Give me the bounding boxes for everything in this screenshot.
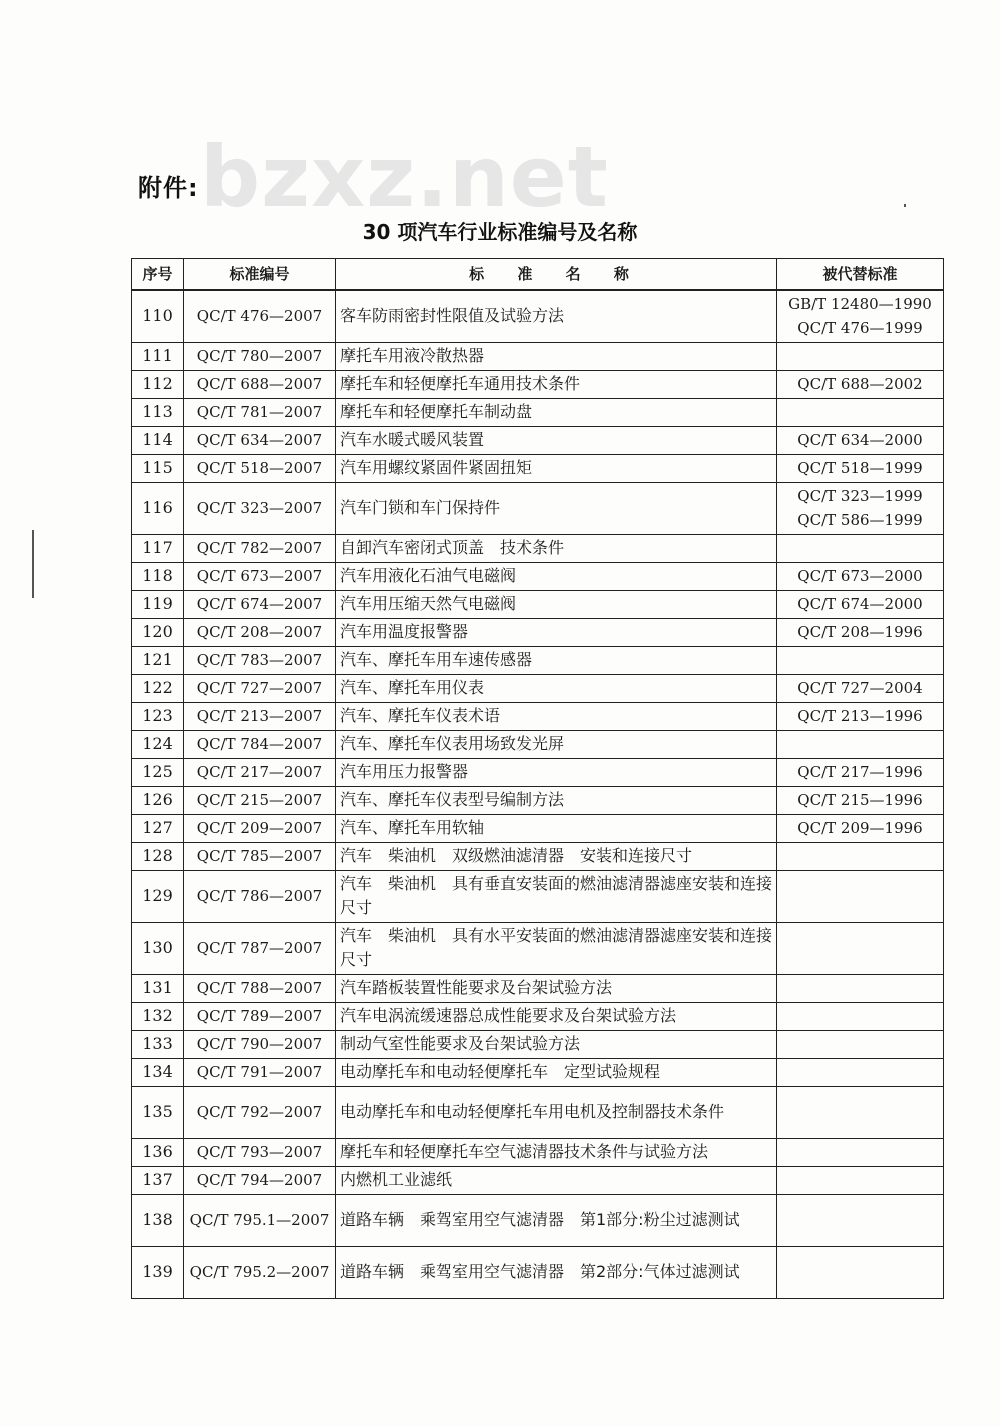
standard-name: 汽车用液化石油气电磁阀 [336, 562, 777, 590]
standard-name: 汽车用温度报警器 [336, 618, 777, 646]
standard-name: 摩托车用液冷散热器 [336, 342, 777, 370]
replaced-standard [777, 618, 944, 646]
row-number: 133 [132, 1030, 184, 1058]
standard-code: QC/T 209—2007 [184, 814, 336, 842]
header-code: 标准编号 [184, 259, 336, 291]
row-number: 126 [132, 786, 184, 814]
header-name: 标 准 名 称 [336, 259, 777, 291]
standard-code: QC/T 674—2007 [184, 590, 336, 618]
row-number: 117 [132, 534, 184, 562]
row-number: 132 [132, 1002, 184, 1030]
standard-name: 汽车水暖式暖风装置 [336, 426, 777, 454]
standard-code: QC/T 793—2007 [184, 1138, 336, 1166]
replaced-standard [777, 646, 944, 674]
replaced-standard-code: QC/T 673—2000 [797, 567, 923, 585]
standard-code: QC/T 788—2007 [184, 974, 336, 1002]
row-number: 112 [132, 370, 184, 398]
table-row [132, 1246, 944, 1298]
standard-code: QC/T 790—2007 [184, 1030, 336, 1058]
row-number: 120 [132, 618, 184, 646]
row-number: 139 [132, 1246, 184, 1298]
standard-code: QC/T 792—2007 [184, 1086, 336, 1138]
table-row [132, 398, 944, 426]
row-number: 134 [132, 1058, 184, 1086]
replaced-standard-code: QC/T 209—1996 [797, 819, 923, 837]
table-row [132, 562, 944, 590]
row-number: 119 [132, 590, 184, 618]
replaced-standard [777, 342, 944, 370]
standard-name: 汽车用压力报警器 [336, 758, 777, 786]
standard-code: QC/T 795.2—2007 [184, 1246, 336, 1298]
table-row [132, 342, 944, 370]
table-row [132, 674, 944, 702]
replaced-standard [777, 534, 944, 562]
row-number: 137 [132, 1166, 184, 1194]
standard-code: QC/T 784—2007 [184, 730, 336, 758]
standard-code: QC/T 323—2007 [184, 482, 336, 534]
table-row [132, 730, 944, 758]
standard-code: QC/T 634—2007 [184, 426, 336, 454]
table-row [132, 758, 944, 786]
table-body [132, 290, 944, 1298]
table-row [132, 370, 944, 398]
replaced-standard [777, 842, 944, 870]
standard-code: QC/T 789—2007 [184, 1002, 336, 1030]
replaced-standard-code: QC/T 476—1999 [797, 319, 923, 338]
replaced-standard [777, 1138, 944, 1166]
table-row [132, 974, 944, 1002]
standard-name: 摩托车和轻便摩托车通用技术条件 [336, 370, 777, 398]
standard-name: 汽车电涡流缓速器总成性能要求及台架试验方法 [336, 1002, 777, 1030]
watermark: bzxz.net [200, 128, 609, 226]
replaced-standard [777, 454, 944, 482]
standard-code: QC/T 213—2007 [184, 702, 336, 730]
standard-name: 自卸汽车密闭式顶盖 技术条件 [336, 534, 777, 562]
replaced-standard [777, 870, 944, 922]
standard-code: QC/T 791—2007 [184, 1058, 336, 1086]
table-row [132, 590, 944, 618]
standard-code: QC/T 673—2007 [184, 562, 336, 590]
standard-name: 摩托车和轻便摩托车空气滤清器技术条件与试验方法 [336, 1138, 777, 1166]
standard-name: 摩托车和轻便摩托车制动盘 [336, 398, 777, 426]
scan-dot [904, 204, 906, 207]
standard-name: 电动摩托车和电动轻便摩托车 定型试验规程 [336, 1058, 777, 1086]
standard-code: QC/T 786—2007 [184, 870, 336, 922]
standard-code: QC/T 215—2007 [184, 786, 336, 814]
replaced-standard [777, 786, 944, 814]
replaced-standard-code: QC/T 688—2002 [797, 375, 923, 393]
standard-name: 汽车、摩托车仪表型号编制方法 [336, 786, 777, 814]
standard-name: 道路车辆 乘驾室用空气滤清器 第2部分:气体过滤测试 [336, 1246, 777, 1298]
attachment-label: 附件: [138, 174, 199, 202]
replaced-standard [777, 702, 944, 730]
standard-code: QC/T 785—2007 [184, 842, 336, 870]
table-row [132, 1030, 944, 1058]
standard-name: 汽车踏板装置性能要求及台架试验方法 [336, 974, 777, 1002]
replaced-standard [777, 730, 944, 758]
header-no: 序号 [132, 259, 184, 291]
table-row [132, 454, 944, 482]
table-row [132, 870, 944, 922]
standard-name: 汽车用压缩天然气电磁阀 [336, 590, 777, 618]
replaced-standard [777, 426, 944, 454]
table-row [132, 426, 944, 454]
replaced-standard [777, 590, 944, 618]
table-row [132, 814, 944, 842]
standard-name: 汽车 柴油机 具有垂直安装面的燃油滤清器滤座安装和连接尺寸 [336, 870, 777, 922]
replaced-standard [777, 1058, 944, 1086]
standard-name: 汽车、摩托车用仪表 [336, 674, 777, 702]
replaced-standard-code: QC/T 323—1999 [797, 487, 923, 505]
row-number: 125 [132, 758, 184, 786]
header-replaced: 被代替标准 [777, 259, 944, 291]
standard-name: 制动气室性能要求及台架试验方法 [336, 1030, 777, 1058]
replaced-standard-code: QC/T 634—2000 [797, 431, 923, 449]
row-number: 111 [132, 342, 184, 370]
standard-code: QC/T 780—2007 [184, 342, 336, 370]
row-number: 127 [132, 814, 184, 842]
replaced-standard [777, 758, 944, 786]
standard-code: QC/T 217—2007 [184, 758, 336, 786]
row-number: 130 [132, 922, 184, 974]
row-number: 136 [132, 1138, 184, 1166]
row-number: 123 [132, 702, 184, 730]
table-row [132, 1086, 944, 1138]
table-header-row [132, 259, 944, 291]
replaced-standard-code: QC/T 727—2004 [797, 679, 923, 697]
row-number: 110 [132, 290, 184, 342]
table-row [132, 1166, 944, 1194]
standard-name: 汽车、摩托车仪表术语 [336, 702, 777, 730]
table-row [132, 702, 944, 730]
standard-code: QC/T 795.1—2007 [184, 1194, 336, 1246]
standard-code: QC/T 781—2007 [184, 398, 336, 426]
table-row [132, 646, 944, 674]
standards-table [131, 258, 944, 1299]
table-row [132, 534, 944, 562]
replaced-standard [777, 370, 944, 398]
standard-name: 汽车、摩托车仪表用场致发光屏 [336, 730, 777, 758]
standard-code: QC/T 782—2007 [184, 534, 336, 562]
standard-name: 客车防雨密封性限值及试验方法 [336, 290, 777, 342]
table-row [132, 290, 944, 342]
replaced-standard-code: QC/T 215—1996 [797, 791, 923, 809]
replaced-standard [777, 814, 944, 842]
table-row [132, 482, 944, 534]
table-row [132, 922, 944, 974]
row-number: 131 [132, 974, 184, 1002]
standard-name: 电动摩托车和电动轻便摩托车用电机及控制器技术条件 [336, 1086, 777, 1138]
replaced-standard-code: QC/T 208—1996 [797, 623, 923, 641]
table-row [132, 1058, 944, 1086]
row-number: 128 [132, 842, 184, 870]
row-number: 116 [132, 482, 184, 534]
replaced-standard [777, 974, 944, 1002]
standard-code: QC/T 794—2007 [184, 1166, 336, 1194]
row-number: 121 [132, 646, 184, 674]
table-row [132, 618, 944, 646]
replaced-standard [777, 1002, 944, 1030]
replaced-standard-code: QC/T 217—1996 [797, 763, 923, 781]
replaced-standard [777, 562, 944, 590]
replaced-standard [777, 482, 944, 534]
standard-name: 汽车 柴油机 具有水平安装面的燃油滤清器滤座安装和连接尺寸 [336, 922, 777, 974]
row-number: 115 [132, 454, 184, 482]
standard-name: 汽车 柴油机 双级燃油滤清器 安装和连接尺寸 [336, 842, 777, 870]
standard-code: QC/T 783—2007 [184, 646, 336, 674]
standard-code: QC/T 208—2007 [184, 618, 336, 646]
standard-name: 内燃机工业滤纸 [336, 1166, 777, 1194]
replaced-standard [777, 1194, 944, 1246]
table-row [132, 842, 944, 870]
replaced-standard-code: QC/T 213—1996 [797, 707, 923, 725]
replaced-standard-code: QC/T 586—1999 [797, 511, 923, 529]
replaced-standard [777, 290, 944, 342]
replaced-standard [777, 1166, 944, 1194]
standard-name: 汽车、摩托车用车速传感器 [336, 646, 777, 674]
row-number: 113 [132, 398, 184, 426]
row-number: 138 [132, 1194, 184, 1246]
table-row [132, 1194, 944, 1246]
table-row [132, 1002, 944, 1030]
replaced-standard [777, 1086, 944, 1138]
replaced-standard-code: QC/T 518—1999 [797, 459, 923, 477]
standard-name: 道路车辆 乘驾室用空气滤清器 第1部分:粉尘过滤测试 [336, 1194, 777, 1246]
standard-code: QC/T 688—2007 [184, 370, 336, 398]
replaced-standard [777, 398, 944, 426]
standard-code: QC/T 787—2007 [184, 922, 336, 974]
replaced-standard [777, 922, 944, 974]
row-number: 114 [132, 426, 184, 454]
standard-name: 汽车用螺纹紧固件紧固扭矩 [336, 454, 777, 482]
replaced-standard [777, 674, 944, 702]
table-row [132, 1138, 944, 1166]
document-title: 30 项汽车行业标准编号及名称 [362, 220, 638, 244]
row-number: 122 [132, 674, 184, 702]
table-row [132, 786, 944, 814]
standard-code: QC/T 476—2007 [184, 290, 336, 342]
row-number: 135 [132, 1086, 184, 1138]
replaced-standard-code: GB/T 12480—1990 [788, 295, 932, 314]
standard-name: 汽车门锁和车门保持件 [336, 482, 777, 534]
standard-name: 汽车、摩托车用软轴 [336, 814, 777, 842]
row-number: 124 [132, 730, 184, 758]
standard-code: QC/T 518—2007 [184, 454, 336, 482]
scan-edge-mark [32, 530, 34, 598]
row-number: 129 [132, 870, 184, 922]
replaced-standard [777, 1030, 944, 1058]
replaced-standard [777, 1246, 944, 1298]
row-number: 118 [132, 562, 184, 590]
standard-code: QC/T 727—2007 [184, 674, 336, 702]
replaced-standard-code: QC/T 674—2000 [797, 595, 923, 613]
